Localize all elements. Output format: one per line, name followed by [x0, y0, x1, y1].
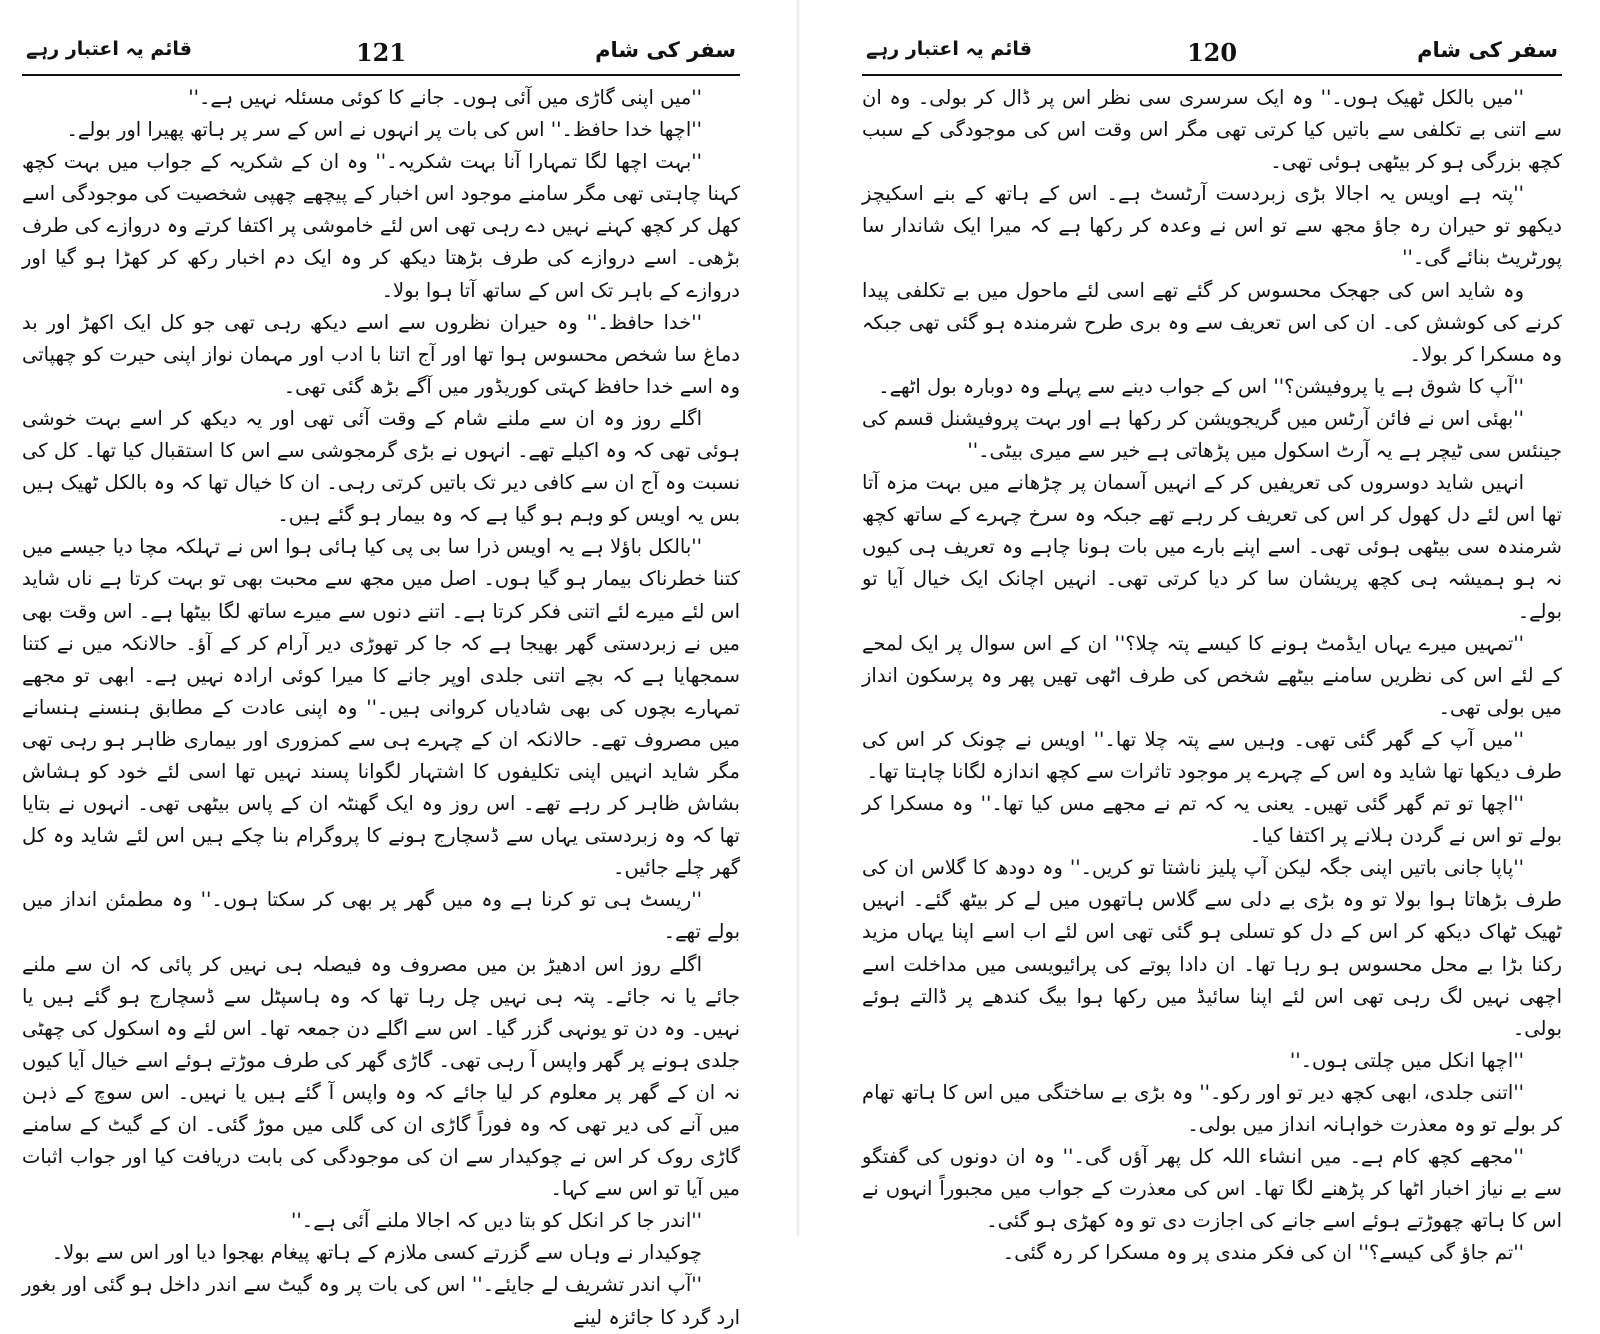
page-120 [862, 30, 1562, 1265]
paragraph: ''خدا حافظ۔'' وہ حیران نظروں سے اسے دیکھ رہی تھی جو کل ایک اکھڑ اور بد دماغ سا شخص محسوس ہوا تھا اور آج اتنا با ادب اور مہمان نواز اپنی حیرت کو چھپاتی وہ اسے خدا حافظ کہتی کوریڈور میں آگے بڑھ گئی تھی۔ [22, 310, 740, 398]
paragraph: ''تم جاؤ گی کیسے؟'' ان کی فکر مندی پر وہ مسکرا کر رہ گئی۔ [1002, 1241, 1524, 1265]
paragraph: چوکیدار نے وہاں سے گزرتے کسی ملازم کے ہاتھ پیغام بھجوا دیا اور اس سے بولا۔ [51, 1241, 702, 1265]
paragraph: ''بہت اچھا لگا تمہارا آنا بہت شکریہ۔'' وہ ان کے شکریہ کے جواب میں بہت کچھ کہنا چاہتی تھی مگر سامنے موجود اس اخبار کے پیچھے چھپی شخصیت کی موجودگی اسے کھل کر کچھ کہنے نہیں دے رہی تھی اس لئے خاموشی پر اکتفا کرتے وہ دروازے کی طرف بڑھی۔ اسے دروازے کی طرف بڑھتا دیکھ کر وہ ایک دم اخبار رکھ کر کھڑا ہو گیا اور دروازے کے باہر تک اس کے ساتھ آتا ہوا بولا۔ [22, 150, 740, 302]
paragraph: ''اچھا خدا حافظ۔'' اس کی بات پر انہوں نے اس کے سر پر ہاتھ پھیرا اور بولے۔ [66, 118, 702, 142]
paragraph: وہ شاید اس کی جھجک محسوس کر گئے تھے اسی لئے ماحول میں بے تکلفی پیدا کرنے کی کوشش کی۔ ان کی اس تعریف سے وہ بری طرح شرمندہ ہو گئی تھی جبکہ وہ مسکرا کر بولا۔ [862, 278, 1562, 366]
book-title: قائم یہ اعتبار رہے [26, 38, 192, 60]
story-title: سفر کی شام [595, 38, 736, 62]
paragraph: ''بالکل باؤلا ہے یہ اویس ذرا سا بی پی کیا ہائی ہوا اس نے تہلکہ مچا دیا جیسے میں کتنا خطرناک بیمار ہو گیا ہوں۔ اصل میں مجھ سے محبت بھی تو بہت کرتا ہے ناں شاید اس لئے میرے لئے اتنی فکر کرتا ہے۔ اتنے دنوں سے میرے ساتھ لگا بیٹھا ہے۔ اس وقت بھی میں نے زبردستی گھر بھیجا ہے کہ جا کر تھوڑی دیر آرام کر کے آؤ۔ حالانکہ میں نے کتنا سمجھایا ہے کہ بچے اتنی جلدی اوپر جانے کا میرا کوئی ارادہ نہیں ہے۔ ابھی تو مجھے تمہارے بچوں کی بھی شادیاں کروانی ہیں۔'' وہ اپنی عادت کے مطابق ہنسنے ہنسانے میں مصروف تھے۔ حالانکہ ان کے چہرے ہی سے کمزوری اور بیماری ظاہر ہو رہی تھی مگر شاید انہیں اپنی تکلیفوں کا اشتہار لگوانا پسند نہیں تھا اسی لئے خود کو ہشاش بشاش ظاہر کر رہے تھے۔ اس روز وہ ایک گھنٹہ ان کے پاس بیٹھی تھی۔ انہوں نے بتایا تھا کہ وہ زبردستی یہاں سے ڈسچارج ہونے کا پروگرام بنا چکے ہیں اس لئے شاید وہ کل گھر چلے جائیں۔ [22, 535, 740, 880]
page-number: 121 [355, 38, 407, 67]
page-body [22, 82, 740, 1334]
paragraph: ''آپ کا شوق ہے یا پروفیشن؟'' اس کے جواب دینے سے پہلے وہ دوبارہ بول اٹھے۔ [878, 374, 1524, 398]
paragraph: ''بھئی اس نے فائن آرٹس میں گریجویشن کر رکھا ہے اور بہت پروفیشنل قسم کی جینئس سی ٹیچر ہے یہ آرٹ اسکول میں پڑھاتی ہے خیر سے میری بیٹی۔'' [862, 406, 1562, 463]
paragraph: ''میں اپنی گاڑی میں آئی ہوں۔ جانے کا کوئی مسئلہ نہیں ہے۔'' [188, 86, 702, 109]
paragraph: ''میں بالکل ٹھیک ہوں۔'' وہ ایک سرسری سی نظر اس پر ڈال کر بولی۔ وہ ان سے اتنی بے تکلفی سے باتیں کیا کرتی تھی مگر اس وقت اس کی موجودگی کے سبب کچھ بزرگی ہو کر بیٹھی ہوئی تھی۔ [862, 86, 1562, 174]
page-121 [22, 30, 741, 1329]
paragraph: ''اچھا انکل میں چلتی ہوں۔'' [1289, 1048, 1524, 1072]
paragraph: ''تمہیں میرے یہاں ایڈمٹ ہونے کا کیسے پتہ چلا؟'' ان کے اس سوال پر ایک لمحے کے لئے اس کی نظریں سامنے بیٹھے شخص کی طرف اٹھی تھیں پھر وہ پرسکون انداز میں بولی تھی۔ [862, 631, 1562, 719]
paragraph: ''آپ اندر تشریف لے جایئے۔'' اس کی بات پر وہ گیٹ سے اندر داخل ہو گئی اور بغور ارد گرد کا جائزہ لینے [22, 1273, 740, 1329]
paragraph: ''پتہ ہے اویس یہ اجالا بڑی زبردست آرٹسٹ ہے۔ اس کے ہاتھ کے بنے اسکیچز دیکھو تو حیران رہ جاؤ مجھ سے تو اس نے وعدہ کر رکھا ہے کہ میرا ایک شاندار سا پورٹریٹ بنائے گی۔'' [862, 182, 1562, 270]
page-body [862, 82, 1562, 1269]
book-gutter [796, 0, 800, 1236]
paragraph: ''پاپا جانی باتیں اپنی جگہ لیکن آپ پلیز ناشتا تو کریں۔'' وہ دودھ کا گلاس ان کی طرف بڑھاتا ہوا بولا تو وہ بڑی بے دلی سے گلاس ہاتھوں میں لے کر بیٹھ گئے۔ انہیں ٹھیک ٹھاک دیکھ کر اس کے دل کو تسلی ہو گئی تھی اس لئے اب اسے اپنا یہاں مزید رکنا بڑا بے محل محسوس ہو رہا تھا۔ ان دادا پوتے کی پرائیویسی میں مداخلت اسے اچھی نہیں لگ رہی تھی اس لئے اپنا سائیڈ میں رکھا ہوا بیگ کندھے پر ڈالتے ہوئے بولی۔ [862, 856, 1562, 1040]
paragraph: ''ریسٹ ہی تو کرنا ہے وہ میں گھر پر بھی کر سکتا ہوں۔'' وہ مطمئن انداز میں بولے تھے۔ [22, 888, 740, 944]
page-header [862, 30, 1562, 76]
story-title: سفر کی شام [1417, 38, 1558, 62]
paragraph: ''اندر جا کر انکل کو بتا دیں کہ اجالا ملنے آئی ہے۔'' [291, 1209, 702, 1233]
paragraph: انہیں شاید دوسروں کی تعریفیں کر کے انہیں آسمان پر چڑھانے میں بہت مزہ آتا تھا اس لئے دل کھول کر اس کی تعریف کر رہے تھے جبکہ وہ سرخ چہرے کے ساتھ کچھ شرمندہ سی بیٹھی ہوئی تھی۔ اسے اپنے بارے میں بات ہونا چاہے وہ تعریف ہی کیوں نہ ہو ہمیشہ ہی کچھ پریشان سا کر دیا کرتی تھی۔ انہیں اچانک ایک خیال آیا تو بولے۔ [862, 471, 1562, 623]
paragraph: ''اتنی جلدی، ابھی کچھ دیر تو اور رکو۔'' وہ بڑی بے ساختگی میں اس کا ہاتھ تھام کر بولے تو وہ معذرت خواہانہ انداز میں بولی۔ [862, 1080, 1562, 1136]
paragraph: ''اچھا تو تم گھر گئی تھیں۔ یعنی یہ کہ تم نے مجھے مس کیا تھا۔'' وہ مسکرا کر بولے تو اس نے گردن ہلانے پر اکتفا کیا۔ [862, 792, 1562, 848]
book-title: قائم یہ اعتبار رہے [866, 38, 1032, 60]
page-header [22, 30, 740, 76]
paragraph: اگلے روز وہ ان سے ملنے شام کے وقت آئی تھی اور یہ دیکھ کر اسے بہت خوشی ہوئی تھی کہ وہ اکیلے تھے۔ انہوں نے بڑی گرمجوشی سے اس کا استقبال کیا تھا۔ کل کی نسبت وہ آج ان سے کافی دیر تک باتیں کرتی رہی۔ ان کا خیال تھا کہ وہ بالکل ٹھیک ہیں بس یہ اویس کو وہم ہو گیا ہے کہ وہ بیمار ہو گئے ہیں۔ [22, 406, 741, 527]
paragraph: ''میں آپ کے گھر گئی تھی۔ وہیں سے پتہ چلا تھا۔'' اویس نے چونک کر اس کی طرف دیکھا تھا شاید وہ اس کے چہرے پر موجود تاثرات سے کچھ اندازہ لگانا چاہتا تھا۔ [862, 727, 1562, 783]
paragraph: ''مجھے کچھ کام ہے۔ میں انشاء اللہ کل پھر آؤں گی۔'' وہ ان دونوں کی گفتگو سے بے نیاز اخبار اٹھا کر پڑھنے لگا تھا۔ اس کی معذرت کے جواب میں مجبوراً انہوں نے اس کا ہاتھ چھوڑتے ہوئے اسے جانے کی اجازت دی تو وہ کھڑی ہو گئی۔ [862, 1145, 1562, 1233]
paragraph: اگلے روز اس ادھیڑ بن میں مصروف وہ فیصلہ ہی نہیں کر پائی کہ ان سے ملنے جائے یا نہ جائے۔ پتہ ہی نہیں چل رہا تھا کہ وہ ہاسپٹل سے ڈسچارج ہو گئے ہیں یا نہیں۔ وہ دن تو یونہی گزر گیا۔ اس سے اگلے دن جمعہ تھا۔ اس لئے وہ اسکول کی چھٹی جلدی ہونے پر گھر واپس آ رہی تھی۔ گاڑی گھر کی طرف موڑتے ہوئے اسے خیال آیا کیوں نہ ان کے گھر پر معلوم کر لیا جائے کہ وہ واپس آ گئے ہیں یا نہیں۔ اس سوچ کے ذہن میں آنے کی دیر تھی کہ وہ فوراً گاڑی ان کی گلی میں موڑ گئی۔ ان کے گیٹ کے سامنے گاڑی روک کر اس نے چوکیدار سے ان کی موجودگی کی بابت دریافت کیا اور جواب اثبات میں آیا تو اس سے کہا۔ [22, 952, 740, 1201]
page-number: 120 [1186, 38, 1238, 67]
